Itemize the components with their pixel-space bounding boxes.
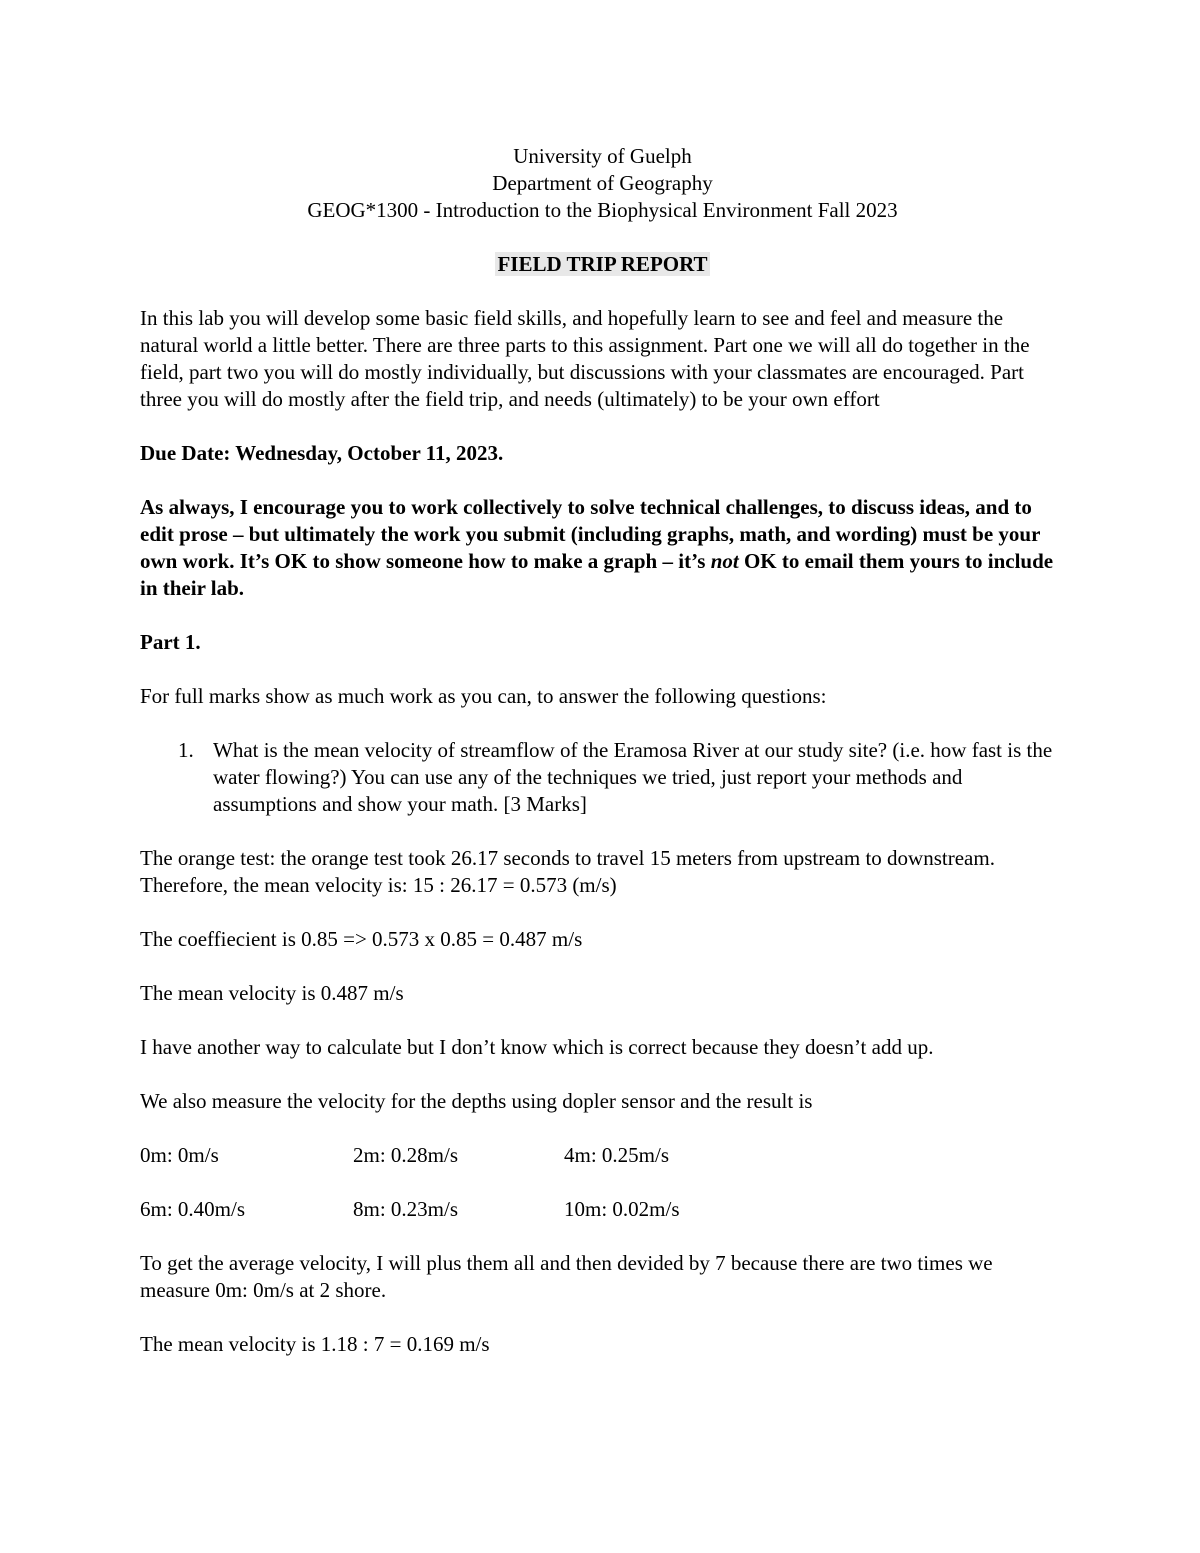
velocity-value: 0m: 0m/s	[140, 1143, 219, 1167]
velocity-row-1	[140, 1142, 1065, 1169]
intro-paragraph: In this lab you will develop some basic field skills, and hopefully learn to see and feel and measure the natural world a little better. There are three parts to this assignment. Part one we will all do together in the field, part two you will do mostly individually, but discussions with your classmates are encouraged. Part three you will do mostly after the field trip, and needs (ultimately) to be your own effort	[140, 306, 1030, 411]
course-title: GEOG*1300 - Introduction to the Biophysical Environment Fall 2023	[307, 198, 898, 222]
orange-test-answer: The orange test: the orange test took 26.17 seconds to travel 15 meters from upstream to downstream. Therefore, the mean velocity is: 15 : 26.17 = 0.573 (m/s)	[140, 846, 995, 897]
mean-velocity-final: The mean velocity is 1.18 : 7 = 0.169 m/s	[140, 1332, 490, 1356]
document-body	[140, 143, 1065, 1358]
department-name: Department of Geography	[492, 171, 713, 195]
report-title-text: FIELD TRIP REPORT	[497, 252, 708, 276]
instructions: For full marks show as much work as you can, to answer the following questions:	[140, 684, 827, 708]
question-list	[140, 737, 1065, 818]
question-text: What is the mean velocity of streamflow of the Eramosa River at our study site? (i.e. how fast is the water flowing?) You can use any of the techniques we tried, just report your methods and assumptions and show your math. [3 Marks]	[213, 738, 1053, 816]
question-number: 1.	[178, 738, 194, 762]
policy-text-2: OK to email them yours to include in their lab.	[140, 549, 1054, 600]
policy-text-1: As always, I encourage you to work collectively to solve technical challenges, to discuss ideas, and to edit prose – but ultimately the work you submit (including graphs, math, and wording) must be your own work. It’s OK to show someone how to make a graph – it’s	[140, 495, 1041, 573]
velocity-value: 6m: 0.40m/s	[140, 1197, 246, 1221]
part-heading: Part 1.	[140, 630, 201, 654]
policy-paragraph	[140, 494, 1065, 602]
policy-emphasis: not	[710, 549, 739, 573]
average-method: To get the average velocity, I will plus them all and then devided by 7 because there are two times we measure 0m: 0m/s at 2 shore.	[140, 1251, 993, 1302]
document-header	[140, 143, 1065, 224]
doppler-intro: We also measure the velocity for the depths using dopler sensor and the result is	[140, 1089, 813, 1113]
velocity-value: 4m: 0.25m/s	[564, 1143, 670, 1167]
report-title	[140, 251, 1065, 278]
mean-velocity-answer: The mean velocity is 0.487 m/s	[140, 981, 404, 1005]
velocity-value: 8m: 0.23m/s	[353, 1197, 459, 1221]
velocity-value: 10m: 0.02m/s	[564, 1197, 680, 1221]
question-item	[140, 737, 1065, 818]
due-date: Due Date: Wednesday, October 11, 2023.	[140, 441, 504, 465]
velocity-row-2	[140, 1196, 1065, 1223]
another-way-note: I have another way to calculate but I don’t know which is correct because they doesn’t add up.	[140, 1035, 934, 1059]
velocity-value: 2m: 0.28m/s	[353, 1143, 459, 1167]
university-name: University of Guelph	[513, 144, 692, 168]
coefficient-answer: The coeffiecient is 0.85 => 0.573 x 0.85 = 0.487 m/s	[140, 927, 583, 951]
